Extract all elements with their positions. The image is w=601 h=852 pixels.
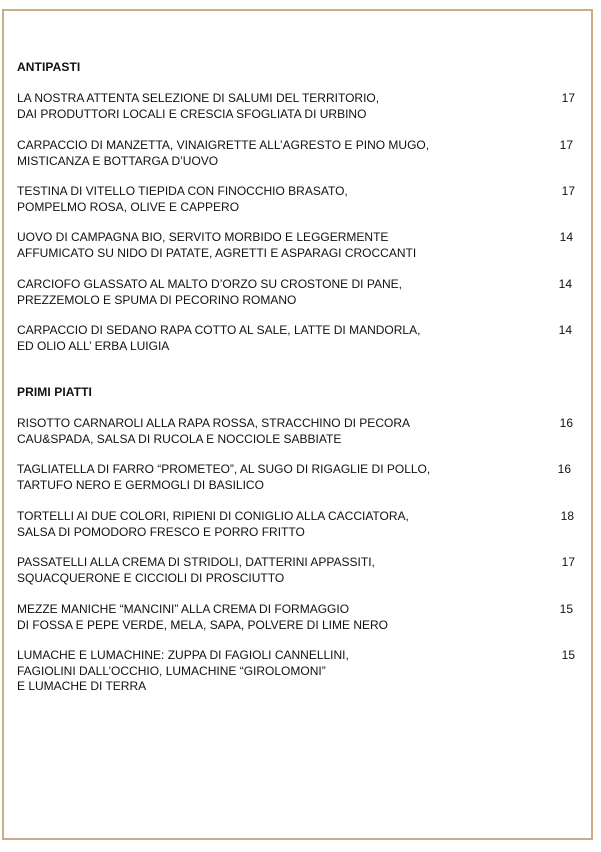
- item-line: SALSA DI POMODORO FRESCO E PORRO FRITTO: [17, 524, 305, 539]
- item-description: [17, 230, 497, 261]
- item-line: PREZZEMOLO E SPUMA DI PECORINO ROMANO: [17, 292, 297, 307]
- item-line: MISTICANZA E BOTTARGA D’UOVO: [17, 153, 219, 168]
- item-description: [17, 323, 497, 354]
- item-description: [17, 184, 497, 215]
- item-price: 17: [559, 138, 573, 152]
- item-description: [17, 648, 497, 695]
- item-line: TAGLIATELLA DI FARRO “PROMETEO”, AL SUGO DI RIGAGLIE DI POLLO,: [17, 462, 431, 476]
- item-price: 16: [557, 462, 571, 476]
- item-line: DAI PRODUTTORI LOCALI E CRESCIA SFOGLIATA DI URBINO: [17, 106, 367, 121]
- menu-item: [17, 555, 577, 586]
- item-line: MEZZE MANICHE “MANCINI” ALLA CREMA DI FORMAGGIO: [17, 602, 350, 616]
- menu-item: [17, 323, 577, 354]
- item-price: 17: [561, 184, 575, 198]
- item-line: TORTELLI AI DUE COLORI, RIPIENI DI CONIGLIO ALLA CACCIATORA,: [17, 509, 409, 523]
- item-line: RISOTTO CARNAROLI ALLA RAPA ROSSA, STRACCHINO DI PECORA: [17, 416, 410, 430]
- item-line: CARCIOFO GLASSATO AL MALTO D’ORZO SU CROSTONE DI PANE,: [17, 277, 402, 291]
- item-line: CAU&SPADA, SALSA DI RUCOLA E NOCCIOLE SABBIATE: [17, 431, 342, 446]
- item-price: 15: [561, 648, 575, 662]
- menu-item: [17, 648, 577, 695]
- item-description: [17, 462, 497, 493]
- item-description: [17, 555, 497, 586]
- item-price: 17: [561, 91, 575, 105]
- item-line: CARPACCIO DI SEDANO RAPA COTTO AL SALE, LATTE DI MANDORLA,: [17, 323, 421, 337]
- item-line: AFFUMICATO SU NIDO DI PATATE, AGRETTI E ASPARAGI CROCCANTI: [17, 245, 417, 260]
- item-line: UOVO DI CAMPAGNA BIO, SERVITO MORBIDO E LEGGERMENTE: [17, 230, 389, 244]
- item-price: 16: [559, 416, 573, 430]
- item-description: [17, 416, 497, 447]
- item-line: POMPELMO ROSA, OLIVE E CAPPERO: [17, 199, 240, 214]
- item-description: [17, 602, 497, 633]
- item-line: SQUACQUERONE E CICCIOLI DI PROSCIUTTO: [17, 570, 285, 585]
- item-description: [17, 91, 497, 122]
- item-price: 17: [561, 555, 575, 569]
- menu-item: [17, 230, 577, 261]
- item-price: 15: [559, 602, 573, 616]
- item-line: E LUMACHE DI TERRA: [17, 679, 147, 693]
- item-description: [17, 138, 497, 169]
- item-line: PASSATELLI ALLA CREMA DI STRIDOLI, DATTERINI APPASSITI,: [17, 555, 375, 569]
- item-description: [17, 277, 497, 308]
- menu-item: [17, 184, 577, 215]
- menu-item: [17, 277, 577, 308]
- menu-item: [17, 91, 577, 122]
- item-line: FAGIOLINI DALL’OCCHIO, LUMACHINE “GIROLOMONI”: [17, 663, 326, 678]
- item-price: 14: [559, 230, 573, 244]
- item-description: [17, 509, 497, 540]
- item-line: LA NOSTRA ATTENTA SELEZIONE DI SALUMI DEL TERRITORIO,: [17, 91, 380, 105]
- section-title-primi-piatti: PRIMI PIATTI: [17, 385, 92, 399]
- item-price: 14: [558, 277, 572, 291]
- menu-item: [17, 416, 577, 447]
- item-price: 18: [560, 509, 574, 523]
- menu-item: [17, 509, 577, 540]
- menu-item: [17, 602, 577, 633]
- item-price: 14: [558, 323, 572, 337]
- item-line: DI FOSSA E PEPE VERDE, MELA, SAPA, POLVERE DI LIME NERO: [17, 617, 388, 632]
- menu-item: [17, 138, 577, 169]
- item-line: ED OLIO ALL’ ERBA LUIGIA: [17, 338, 170, 353]
- item-line: TARTUFO NERO E GERMOGLI DI BASILICO: [17, 477, 264, 492]
- item-line: CARPACCIO DI MANZETTA, VINAIGRETTE ALL’AGRESTO E PINO MUGO,: [17, 138, 430, 152]
- menu-item: [17, 462, 577, 493]
- item-line: LUMACHE E LUMACHINE: ZUPPA DI FAGIOLI CANNELLINI,: [17, 648, 349, 662]
- section-title-antipasti: ANTIPASTI: [17, 60, 81, 74]
- item-line: TESTINA DI VITELLO TIEPIDA CON FINOCCHIO BRASATO,: [17, 184, 348, 198]
